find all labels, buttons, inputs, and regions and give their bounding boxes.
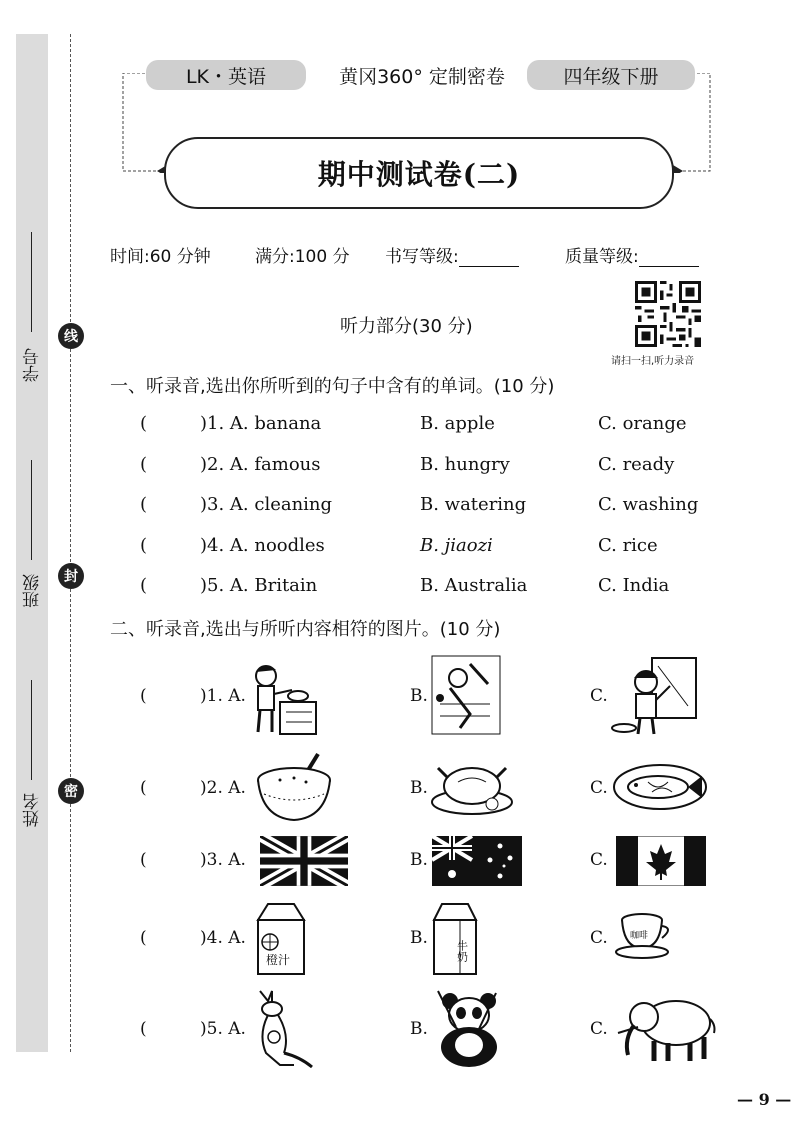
answer-paren[interactable]: ( <box>140 413 148 434</box>
part1-question-5 <box>0 575 794 605</box>
option-a: )3. A. cleaning <box>200 494 333 515</box>
option-c: C. India <box>598 575 670 596</box>
rice-porridge-picture[interactable] <box>254 750 334 826</box>
uk-flag-picture[interactable] <box>260 836 348 886</box>
answer-paren[interactable]: ( <box>140 454 148 475</box>
answer-paren[interactable]: ( <box>140 575 148 596</box>
quality-grade-label: 质量等级: <box>565 247 639 267</box>
australia-flag-picture[interactable] <box>432 836 522 886</box>
full-score: 满分:100 分 <box>255 247 350 267</box>
page-number: — 9 — <box>737 1090 792 1109</box>
option-a-label: )3. A. <box>200 850 246 870</box>
writing-grade-blank[interactable] <box>459 248 519 267</box>
option-a-label: )1. A. <box>200 686 246 706</box>
qr-code[interactable] <box>635 281 701 347</box>
subject-pill: LK・英语 <box>146 60 306 90</box>
student-id-label: 学号 <box>23 348 43 382</box>
option-c: C. washing <box>598 494 699 515</box>
option-a-label: )4. A. <box>200 928 246 948</box>
exam-title <box>164 137 674 209</box>
seal-mark-seal: 封 <box>58 563 84 589</box>
option-c: C. rice <box>598 535 658 556</box>
part2-question-5 <box>0 985 794 1075</box>
part2-title: 二、听录音,选出与所听内容相符的图片。(10 分) <box>110 619 501 640</box>
option-a-label: )2. A. <box>200 778 246 798</box>
boy-cooking-picture[interactable] <box>250 656 318 736</box>
cup-text: 咖啡 <box>630 931 649 941</box>
part1-question-1 <box>0 413 794 443</box>
panda-picture[interactable] <box>434 987 510 1069</box>
answer-paren[interactable]: ( <box>140 686 147 706</box>
quality-grade-blank[interactable] <box>639 248 699 267</box>
qr-caption: 请扫一扫,听力录音 <box>611 356 695 367</box>
roast-chicken-picture[interactable] <box>430 754 514 820</box>
option-b-label: B. <box>410 778 428 798</box>
option-b-label: B. <box>410 686 428 706</box>
carton-b-text: 牛奶 <box>455 940 469 962</box>
canada-flag-picture[interactable] <box>616 836 706 886</box>
answer-paren[interactable]: ( <box>140 535 148 556</box>
boy-cleaning-picture[interactable] <box>430 654 502 736</box>
time-limit: 时间:60 分钟 <box>110 247 211 267</box>
grade-pill: 四年级下册 <box>527 60 695 90</box>
coffee-cup-picture[interactable] <box>612 908 676 962</box>
option-b-label: B. <box>410 928 428 948</box>
answer-paren[interactable]: ( <box>140 928 147 948</box>
fish-dish-picture[interactable] <box>612 762 708 812</box>
class-label: 班级 <box>23 574 43 608</box>
option-b: B. jiaozi <box>420 535 493 556</box>
option-b: B. apple <box>420 413 495 434</box>
series-title: 黄冈360° 定制密卷 <box>339 66 505 88</box>
writing-grade <box>385 242 519 267</box>
carton-a-text: 橙汁 <box>266 953 291 967</box>
option-b: B. hungry <box>420 454 510 475</box>
part1-question-4 <box>0 535 794 565</box>
kangaroo-picture[interactable] <box>250 987 314 1069</box>
name-label: 姓名 <box>23 793 43 827</box>
option-c-label: C. <box>590 1019 608 1039</box>
option-b: B. watering <box>420 494 527 515</box>
option-a: )1. A. banana <box>200 413 322 434</box>
option-a: )4. A. noodles <box>200 535 325 556</box>
answer-paren[interactable]: ( <box>140 494 148 515</box>
elephant-picture[interactable] <box>614 989 718 1063</box>
option-b-label: B. <box>410 850 428 870</box>
option-c-label: C. <box>590 928 608 948</box>
seal-mark-line: 线 <box>58 323 84 349</box>
writing-grade-label: 书写等级: <box>385 247 459 267</box>
student-id-line <box>31 232 32 332</box>
part1-question-2 <box>0 454 794 484</box>
option-c-label: C. <box>590 850 608 870</box>
option-c-label: C. <box>590 778 608 798</box>
part2-question-4 <box>0 898 794 988</box>
listening-section-title: 听力部分(30 分) <box>340 316 473 337</box>
exam-title-text: 期中测试卷(二) <box>317 158 521 191</box>
option-a: )2. A. famous <box>200 454 321 475</box>
part1-question-3 <box>0 494 794 524</box>
option-b: B. Australia <box>420 575 528 596</box>
option-c: C. orange <box>598 413 687 434</box>
answer-paren[interactable]: ( <box>140 850 147 870</box>
orange-juice-carton-picture[interactable] <box>252 900 310 976</box>
option-c: C. ready <box>598 454 675 475</box>
option-a-label: )5. A. <box>200 1019 246 1039</box>
seal-mark-secret: 密 <box>58 778 84 804</box>
part1-title: 一、听录音,选出你所听到的句子中含有的单词。(10 分) <box>110 376 555 397</box>
answer-paren[interactable]: ( <box>140 778 147 798</box>
milk-carton-picture[interactable] <box>430 902 480 976</box>
option-b-label: B. <box>410 1019 428 1039</box>
option-c-label: C. <box>590 686 608 706</box>
quality-grade <box>565 242 699 267</box>
part2-question-1 <box>0 650 794 740</box>
part2-question-2 <box>0 748 794 838</box>
answer-paren[interactable]: ( <box>140 1019 147 1039</box>
boy-washing-window-picture[interactable] <box>608 656 698 738</box>
option-a: )5. A. Britain <box>200 575 318 596</box>
